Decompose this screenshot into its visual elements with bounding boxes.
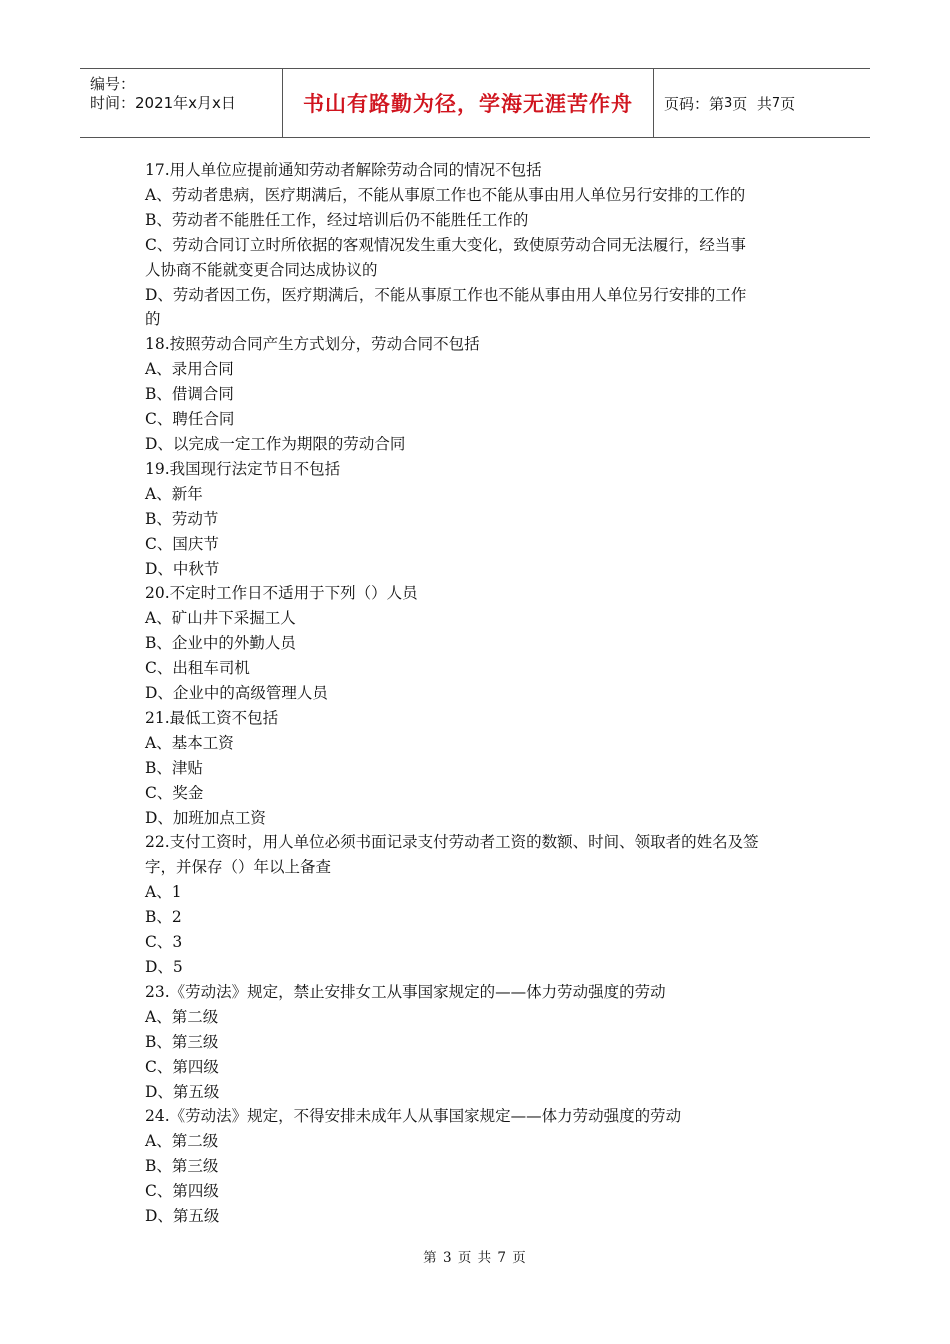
header-page-info xyxy=(654,69,870,137)
question-text: 17.用人单位应提前通知劳动者解除劳动合同的情况不包括 xyxy=(145,161,542,179)
text-line: C、第四级 xyxy=(145,1057,219,1076)
question-text: 22.支付工资时，用人单位必须书面记录支付劳动者工资的数额、时间、领取者的姓名及签 xyxy=(145,833,759,852)
text-line: B、第三级 xyxy=(145,1032,219,1051)
header-meta xyxy=(80,69,282,137)
question-text: 24.《劳动法》规定，不得安排未成年人从事国家规定——体力劳动强度的劳动 xyxy=(145,1107,682,1126)
text-line: 人协商不能就变更合同达成协议的 xyxy=(145,260,378,279)
text-line: A、基本工资 xyxy=(145,733,234,752)
text-line: D、劳动者因工伤，医疗期满后，不能从事原工作也不能从事由用人单位另行安排的工作 xyxy=(145,285,747,304)
question-text: 18.按照劳动合同产生方式划分，劳动合同不包括 xyxy=(145,335,480,354)
question-text: 20.不定时工作日不适用于下列（）人员 xyxy=(145,584,418,603)
text-line: A、劳动者患病，医疗期满后，不能从事原工作也不能从事由用人单位另行安排的工作的 xyxy=(145,185,746,204)
question-list xyxy=(145,158,810,1229)
text-line: D、第五级 xyxy=(145,1082,220,1101)
question-text: 19.我国现行法定节日不包括 xyxy=(145,459,341,478)
text-line: D、加班加点工资 xyxy=(145,808,266,827)
text-line: D、企业中的高级管理人员 xyxy=(145,684,328,703)
page-mid: 页 共 xyxy=(732,94,772,113)
text-line: B、劳动者不能胜任工作，经过培训后仍不能胜任工作的 xyxy=(145,210,529,229)
text-line: C、3 xyxy=(145,933,183,952)
page-end: 页 xyxy=(780,94,796,113)
text-line: D、以完成一定工作为期限的劳动合同 xyxy=(145,434,406,453)
text-line: A、新年 xyxy=(145,484,203,503)
page-footer: 第 3 页 共 7 页 xyxy=(423,1250,527,1266)
question-text: 21.最低工资不包括 xyxy=(145,708,279,727)
text-line: D、中秋节 xyxy=(145,559,220,578)
text-line: A、录用合同 xyxy=(145,360,234,379)
serial-label: 编号： xyxy=(90,75,136,93)
text-line: C、奖金 xyxy=(145,783,204,802)
time-line: 时间：2021年x月x日 xyxy=(90,94,236,112)
text-line: B、津贴 xyxy=(145,758,203,777)
text-line: C、劳动合同订立时所依据的客观情况发生重大变化，致使原劳动合同无法履行，经当事 xyxy=(145,235,746,254)
text-line: C、出租车司机 xyxy=(145,659,250,678)
text-line: C、国庆节 xyxy=(145,534,219,553)
text-line: B、企业中的外勤人员 xyxy=(145,634,296,653)
header-motto: 书山有路勤为径，学海无涯苦作舟 xyxy=(282,69,654,137)
text-line: B、借调合同 xyxy=(145,385,234,404)
text-line: A、矿山井下采掘工人 xyxy=(145,609,296,628)
text-line: A、第二级 xyxy=(145,1007,219,1026)
text-line: B、第三级 xyxy=(145,1157,219,1176)
text-line: C、第四级 xyxy=(145,1182,219,1201)
text-line: 字，并保存（）年以上备查 xyxy=(145,858,332,877)
text-line: A、1 xyxy=(145,883,182,902)
text-line: D、5 xyxy=(145,958,183,976)
text-line: B、2 xyxy=(145,908,182,927)
page-total: 7 xyxy=(771,95,781,111)
page-current: 3 xyxy=(724,95,733,111)
question-text: 23.《劳动法》规定，禁止安排女工从事国家规定的——体力劳动强度的劳动 xyxy=(145,982,666,1001)
text-line: B、劳动节 xyxy=(145,509,219,528)
page-label: 页码：第 xyxy=(664,94,725,113)
text-line: C、聘任合同 xyxy=(145,410,235,429)
text-line: D、第五级 xyxy=(145,1207,220,1226)
text-line: A、第二级 xyxy=(145,1132,219,1151)
page-header xyxy=(80,68,870,138)
text-line: 的 xyxy=(145,310,161,329)
